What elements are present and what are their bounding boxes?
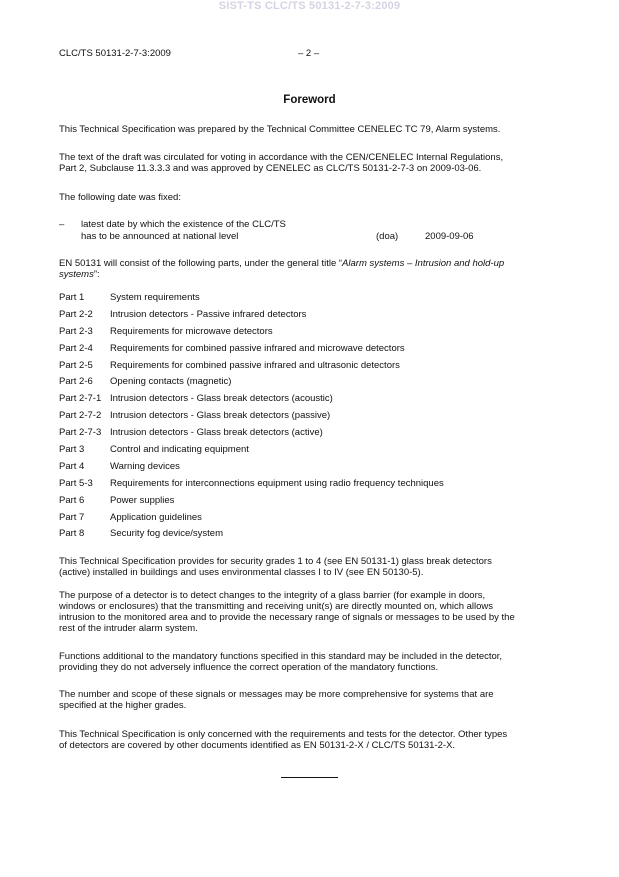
list-item [59,326,561,343]
paragraph-signals [59,689,561,711]
text-line: windows or enclosures) that the transmitting and receiving unit(s) are directly mounted on, which allows [59,601,494,612]
text-line: This Technical Specification is only concerned with the requirements and tests for the detector. Other types [59,729,508,740]
part-id: Part 3 [59,444,85,456]
list-item [59,461,561,478]
date-item-text [81,219,381,243]
part-id: Part 2-7-3 [59,427,102,439]
doa-date: 2009-09-06 [425,231,474,242]
text-line: This Technical Specification provides for security grades 1 to 4 (see EN 50131-1) glass break detectors [59,556,492,567]
text-line: The text of the draft was circulated for voting in accordance with the CEN/CENELEC Internal Regulations, [59,152,504,163]
watermark: SIST-TS CLC/TS 50131-2-7-3:2009 [218,0,401,12]
list-item [59,292,561,309]
text-line: Functions additional to the mandatory functions specified in this standard may be included in the detector, [59,651,503,662]
dash-bullet: – [59,219,65,230]
paragraph-date-fixed: The following date was fixed: [59,192,181,203]
part-description: System requirements [110,292,200,303]
header-page-number: – 2 – [298,48,320,59]
part-description: Warning devices [110,460,180,472]
list-item [59,495,561,512]
parts-list [59,292,561,545]
paragraph-grades [59,556,561,578]
text-line: providing they do not adversely influence the correct operation of the mandatory functions. [59,662,439,673]
text-line [59,258,561,269]
end-rule [281,777,338,778]
part-id: Part 8 [59,528,85,540]
list-item [59,427,561,444]
text-line: rest of the intruder alarm system. [59,623,198,634]
part-description: Intrusion detectors - Glass break detectors (active) [110,427,323,439]
list-item [59,478,561,495]
part-id: Part 2-6 [59,376,93,388]
paragraph-purpose [59,590,561,634]
text-line [59,269,561,280]
part-description: Control and indicating equipment [110,444,249,456]
text-line: (active) installed in buildings and uses environmental classes I to IV (see EN 50130-5). [59,567,424,578]
part-description: Intrusion detectors - Glass break detectors (acoustic) [110,393,333,405]
list-item [59,360,561,377]
part-id: Part 2-4 [59,342,93,354]
header-doc-id: CLC/TS 50131-2-7-3:2009 [59,48,171,59]
part-description: Requirements for microwave detectors [110,325,273,337]
list-item [59,393,561,410]
intro-suffix: ”: [93,269,100,280]
list-item [59,376,561,393]
intro-prefix: EN 50131 will consist of the following parts, under the general title “ [59,258,343,269]
part-id: Part 2-7-1 [59,393,102,405]
text-line: intrusion to the monitored area and to provide the necessary range of signals or messages to be used by the [59,612,515,623]
part-description: Requirements for combined passive infrared and microwave detectors [110,342,405,354]
page-title: Foreword [283,94,336,106]
text-line: latest date by which the existence of the CLC/TS [81,219,286,230]
text-line: The purpose of a detector is to detect changes to the integrity of a glass barrier (for example in doors, [59,590,486,601]
part-description: Intrusion detectors - Passive infrared detectors [110,308,307,320]
part-id: Part 2-2 [59,308,93,320]
list-item [59,410,561,427]
text-line: of detectors are covered by other documents identified as EN 50131-2-X / CLC/TS 50131-2-X. [59,740,456,751]
part-description: Opening contacts (magnetic) [110,376,232,388]
part-id: Part 7 [59,511,85,523]
list-item [59,309,561,326]
part-description: Application guidelines [110,511,202,523]
list-item [59,512,561,529]
paragraph-prepared-by: This Technical Specification was prepared by the Technical Committee CENELEC TC 79, Alarm systems. [59,124,501,135]
part-id: Part 1 [59,292,85,303]
part-id: Part 4 [59,460,85,472]
paragraph-functions [59,651,561,673]
part-id: Part 2-5 [59,359,93,371]
paragraph-voting [59,152,561,174]
text-line: The number and scope of these signals or messages may be more comprehensive for systems that are [59,689,494,700]
general-title-cont: systems [59,269,94,280]
part-id: Part 2-3 [59,325,93,337]
general-title: Alarm systems – Intrusion and hold-up [342,258,505,269]
part-id: Part 2-7-2 [59,410,102,422]
text-line: Part 2, Subclause 11.3.3.3 and was approved by CENELEC as CLC/TS 50131-2-7-3 on 2009-03-06. [59,163,482,174]
part-description: Power supplies [110,494,175,506]
part-description: Security fog device/system [110,528,223,540]
text-line: has to be announced at national level [81,231,239,242]
list-item [59,528,561,545]
part-description: Requirements for combined passive infrared and ultrasonic detectors [110,359,400,371]
list-item [59,444,561,461]
doa-label: (doa) [376,231,399,242]
paragraph-parts-intro [59,258,561,280]
text-line: specified at the higher grades. [59,700,187,711]
part-id: Part 5-3 [59,477,93,489]
part-description: Intrusion detectors - Glass break detectors (passive) [110,410,331,422]
part-id: Part 6 [59,494,85,506]
part-description: Requirements for interconnections equipment using radio frequency techniques [110,477,444,489]
list-item [59,343,561,360]
paragraph-scope [59,729,561,751]
